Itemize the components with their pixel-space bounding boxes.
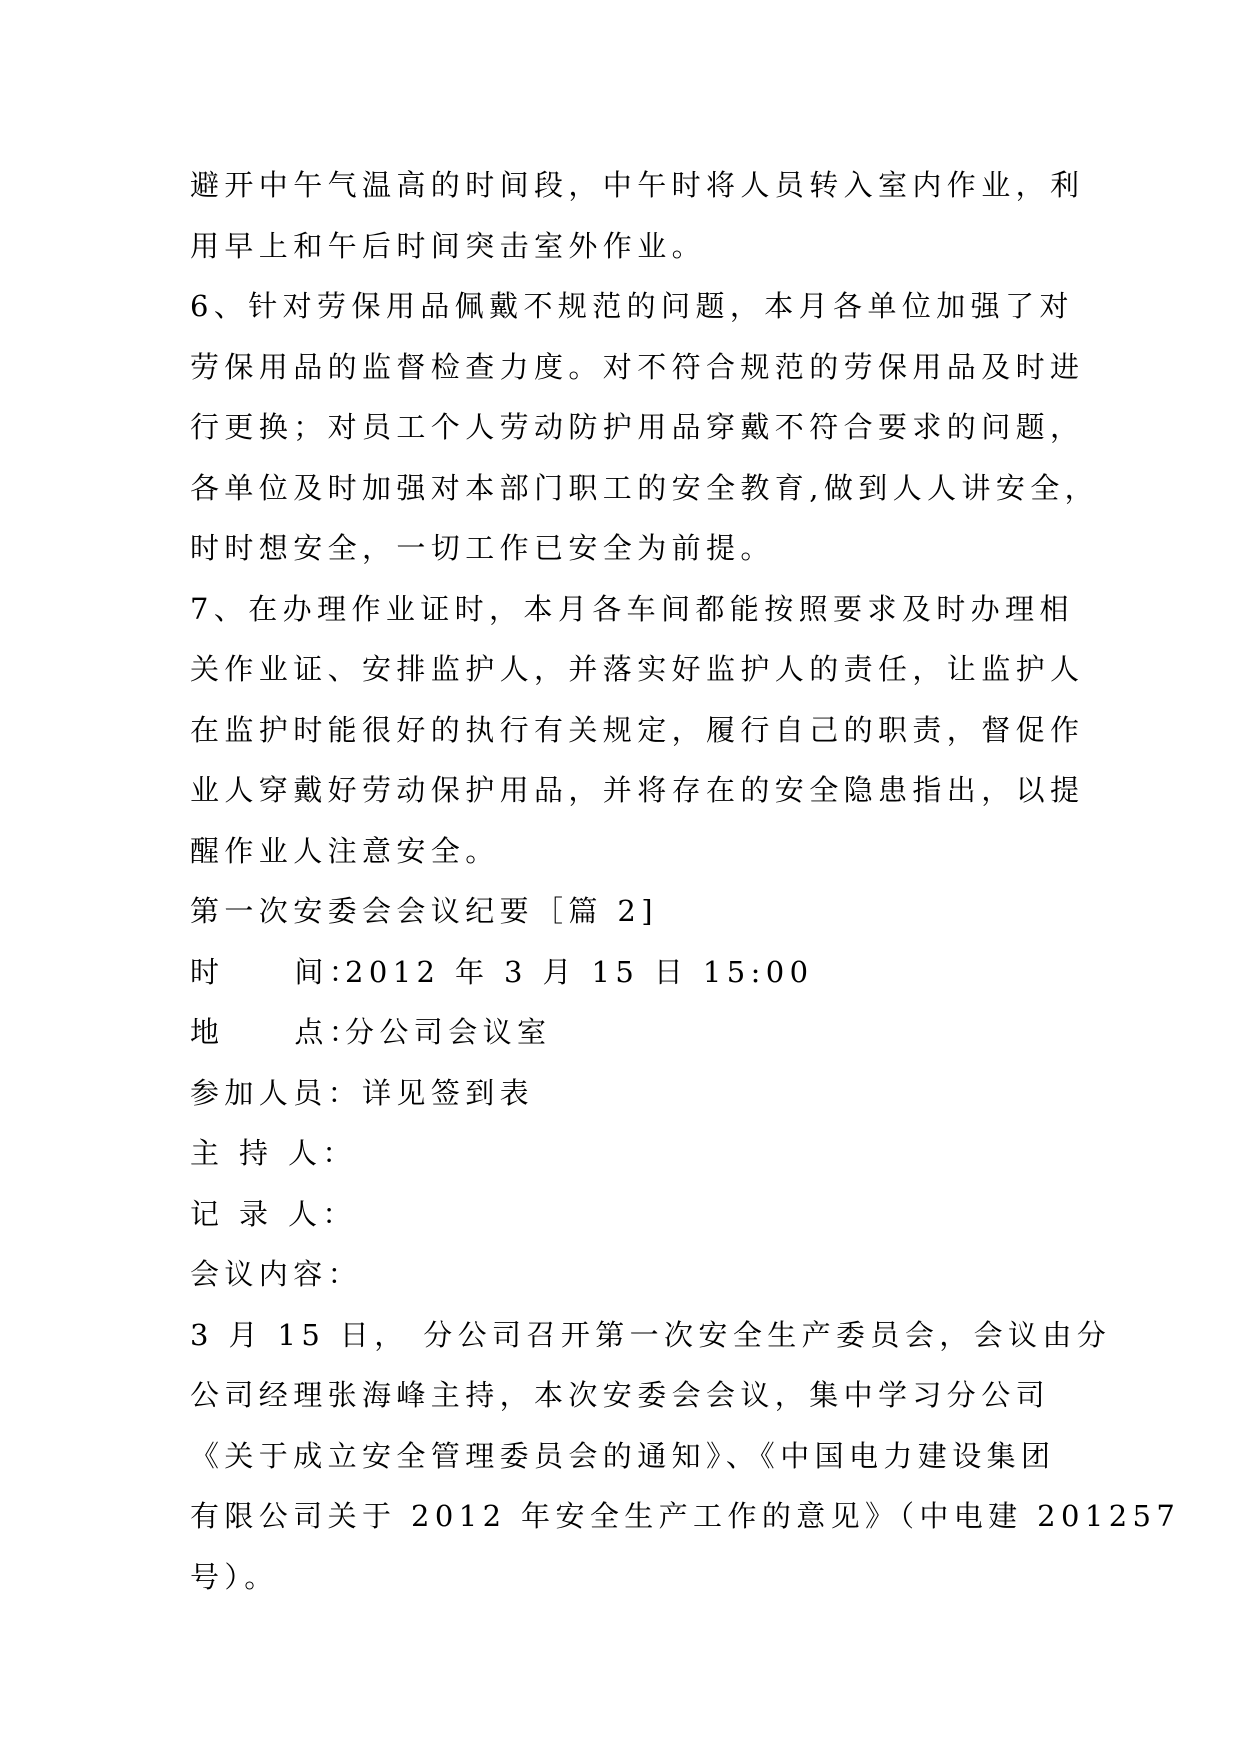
meeting-place-label: 地 点：	[190, 1015, 364, 1049]
meeting-place-row	[190, 1002, 1060, 1063]
meeting-time-label: 时 间：	[190, 954, 364, 989]
meeting-time-row	[190, 942, 1060, 1003]
text-line: 醒作业人注意安全。	[190, 833, 500, 868]
text-line: 避开中午气温高的时间段，中午时将人员转入室内作业，利	[190, 168, 1085, 202]
meeting-place-value: 分公司会议室	[345, 1015, 552, 1049]
text-line: 关作业证、安排监护人，并落实好监护人的责任，让监护人	[190, 652, 1085, 686]
meeting-content-label: 会议内容：	[190, 1257, 363, 1291]
text-line: 用早上和午后时间突击室外作业。	[190, 228, 707, 263]
text-line: 有限公司关于 2012 年安全生产工作的意见》（中电建 201257	[190, 1499, 1181, 1533]
text-line: 公司经理张海峰主持，本次安委会会议，集中学习分公司	[190, 1378, 1051, 1412]
text-line: 号）。	[190, 1559, 279, 1594]
meeting-time-value: 2012 年 3 月 15 日 15:00	[345, 954, 814, 989]
text-line: 各单位及时加强对本部门职工的安全教育,做到人人讲安全，	[190, 470, 1100, 505]
text-line: 劳保用品的监督检查力度。对不符合规范的劳保用品及时进	[190, 349, 1085, 384]
text-line: 7、在办理作业证时，本月各车间都能按照要求及时办理相	[190, 591, 1074, 626]
text-line: 6、针对劳保用品佩戴不规范的问题，本月各单位加强了对	[190, 289, 1074, 323]
meeting-attendees-value: 详见签到表	[362, 1075, 535, 1110]
document-body	[190, 155, 1181, 1607]
text-line: 时时想安全，一切工作已安全为前提。	[190, 531, 775, 565]
text-line: 行更换；对员工个人劳动防护用品穿戴不符合要求的问题，	[190, 410, 1085, 444]
meeting-host-row: 主 持 人：	[190, 1136, 357, 1170]
meeting-attendees-row	[190, 1063, 1060, 1124]
text-line: 《关于成立安全管理委员会的通知》、《中国电力建设集团	[190, 1438, 1056, 1473]
section-heading: 第一次安委会会议纪要［篇 2]	[190, 894, 658, 928]
text-line: 在监护时能很好的执行有关规定，履行自己的职责，督促作	[190, 712, 1085, 747]
meeting-attendees-label: 参加人员：	[190, 1075, 363, 1110]
text-line: 3 月 15 日， 分公司召开第一次安全生产委员会，会议由分	[190, 1317, 1112, 1352]
text-line: 业人穿戴好劳动保护用品，并将存在的安全隐患指出，以提	[190, 773, 1085, 807]
meeting-recorder-row: 记 录 人：	[190, 1196, 357, 1231]
